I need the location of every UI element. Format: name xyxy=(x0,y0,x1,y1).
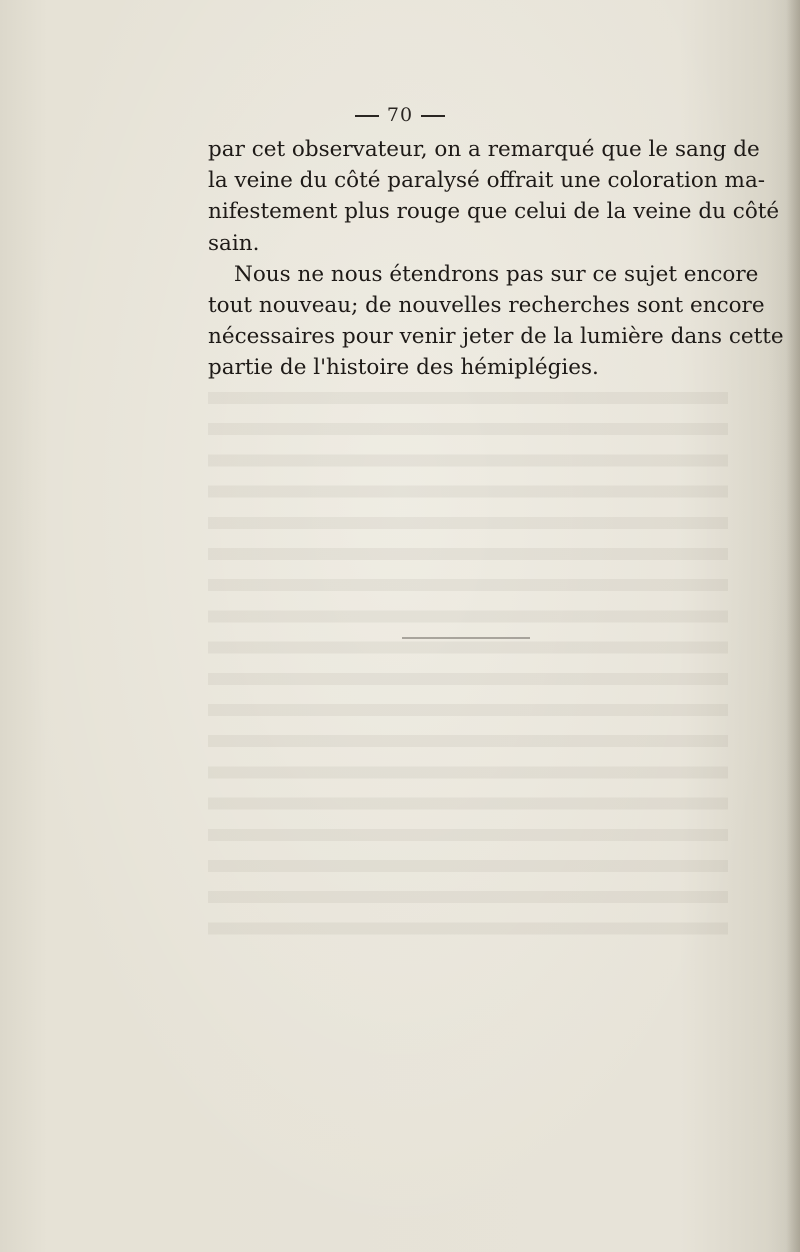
paragraph-2 xyxy=(208,259,784,384)
paragraph-1 xyxy=(208,134,780,259)
text-line: par cet observateur, on a remarqué que le sang de xyxy=(208,137,760,162)
page-gutter-shadow xyxy=(786,0,800,1252)
text-line: nécessaires pour venir jeter de la lumière dans cette xyxy=(208,324,784,350)
folio-dash-left xyxy=(355,115,379,117)
folio-dash-right xyxy=(421,115,445,117)
text-line: la veine du côté paralysé offrait une coloration ma- xyxy=(208,168,766,194)
show-through-rule xyxy=(402,637,530,639)
page-number xyxy=(0,104,800,126)
text-line: nifestement plus rouge que celui de la veine du côté xyxy=(208,199,780,225)
text-line: tout nouveau; de nouvelles recherches sont encore xyxy=(208,293,765,319)
show-through-decoration xyxy=(208,380,728,940)
page-number-text: 70 xyxy=(386,104,414,126)
text-line: partie de l'histoire des hémiplégies. xyxy=(208,355,599,381)
body-text xyxy=(208,134,784,384)
text-line: Nous ne nous étendrons pas sur ce sujet encore xyxy=(234,261,759,287)
text-line: sain. xyxy=(208,230,260,256)
